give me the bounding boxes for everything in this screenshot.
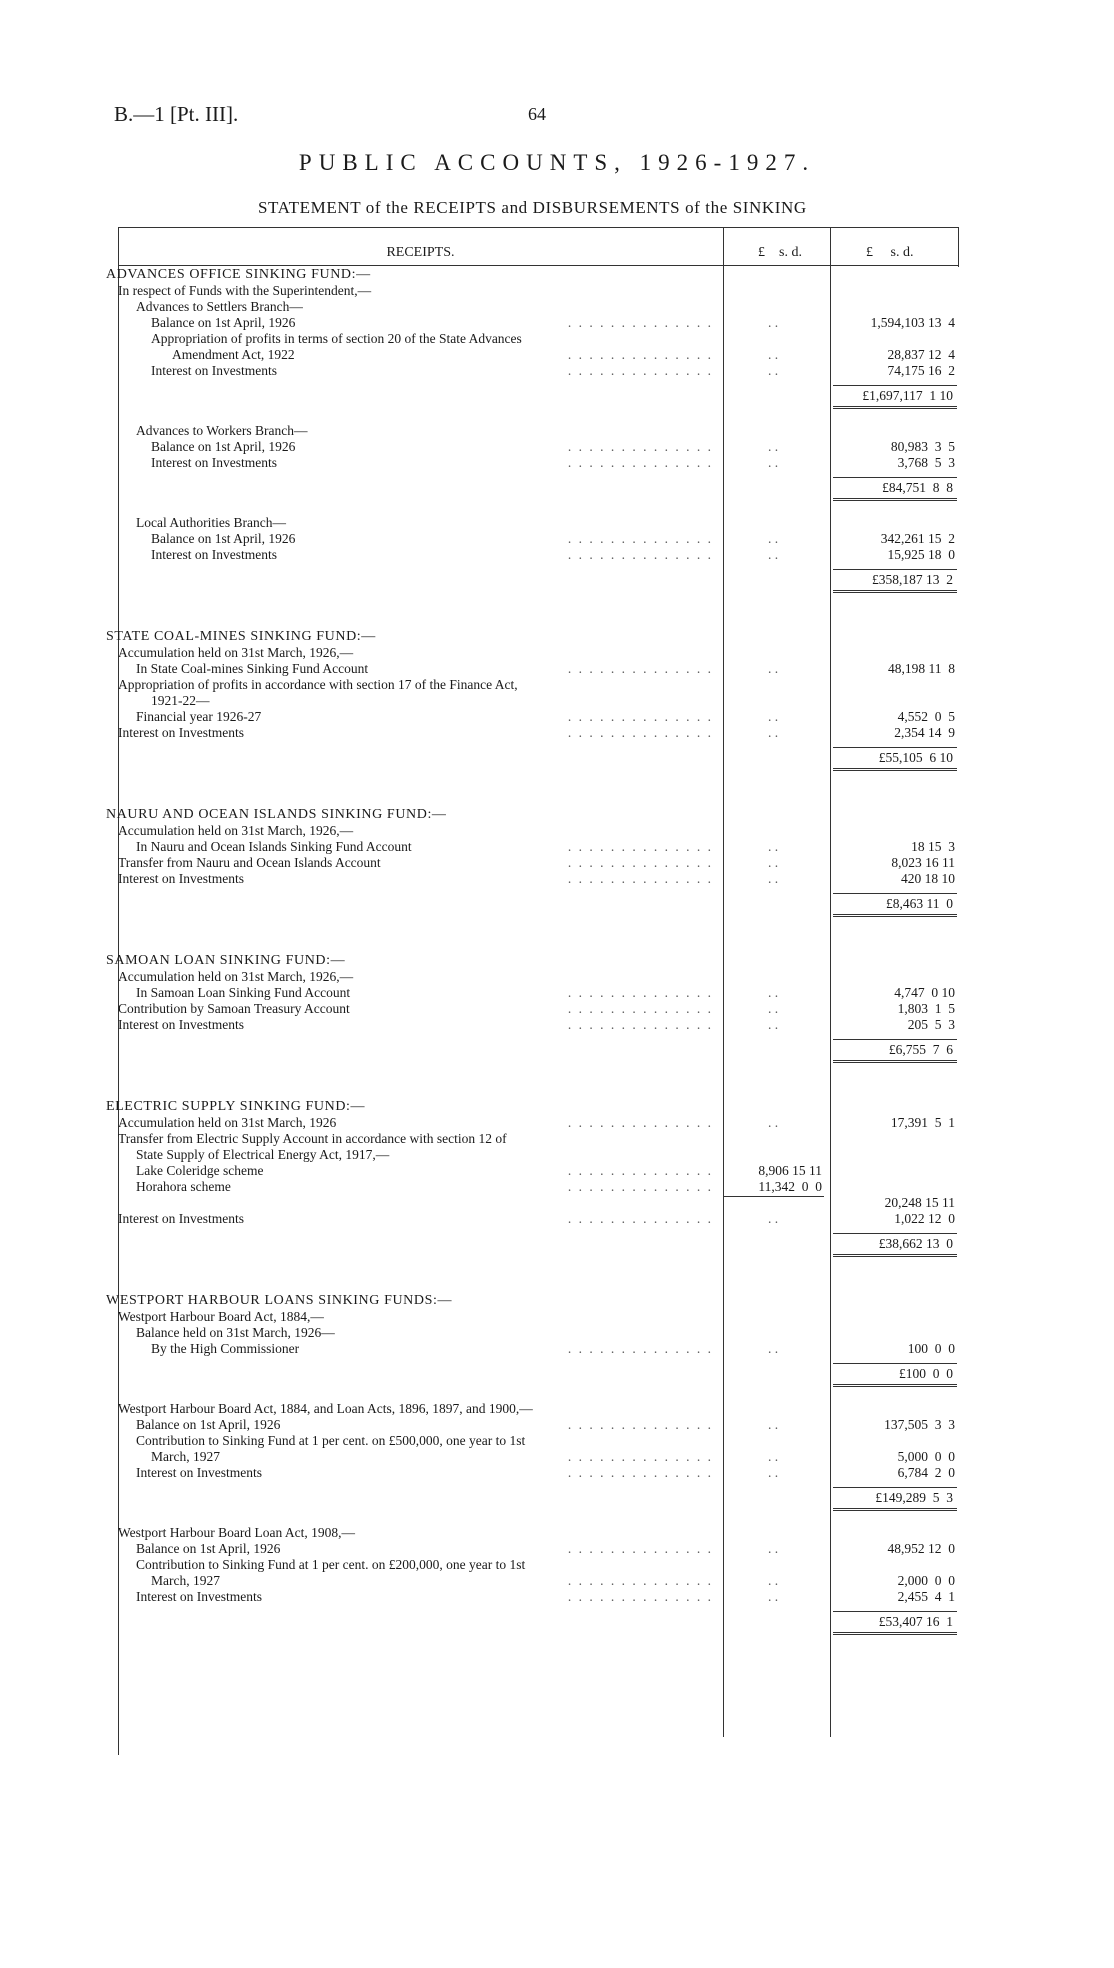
section-total-value: £100 0 0 bbox=[899, 1366, 953, 1381]
leader-dots: . . . . . . . . . . . . . . bbox=[567, 1541, 713, 1556]
receipt-row bbox=[118, 315, 958, 331]
leader-dots: . . . . . . . . . . . . . . bbox=[567, 839, 713, 854]
receipt-row bbox=[118, 1325, 958, 1341]
section-total bbox=[833, 1611, 957, 1635]
leader-dots: . . . . . . . . . . . . . . bbox=[567, 439, 713, 454]
receipt-label: Interest on Investments bbox=[118, 725, 244, 740]
statement-subtitle: STATEMENT of the RECEIPTS and DISBURSEMENTS of the SINKING bbox=[258, 198, 807, 217]
empty-column-dots: . . bbox=[767, 1211, 779, 1226]
amount: 4,552 0 5 bbox=[897, 709, 955, 724]
fund-heading-row bbox=[106, 1099, 958, 1115]
section-total bbox=[833, 1039, 957, 1063]
receipt-label: Advances to Settlers Branch— bbox=[136, 299, 303, 314]
receipt-row bbox=[118, 969, 958, 985]
fund-heading-row bbox=[106, 267, 958, 283]
receipt-label: Local Authorities Branch— bbox=[136, 515, 286, 530]
receipt-label: Transfer from Nauru and Ocean Islands Account bbox=[118, 855, 381, 870]
amount: 80,983 3 5 bbox=[890, 439, 955, 454]
receipt-label: Contribution to Sinking Fund at 1 per cent. on £500,000, one year to 1st bbox=[136, 1433, 526, 1448]
amount: 205 5 3 bbox=[907, 1017, 955, 1032]
amount: 3,768 5 3 bbox=[897, 455, 955, 470]
empty-column-dots: . . bbox=[767, 455, 779, 470]
fund-heading: NAURU AND OCEAN ISLANDS SINKING FUND:— bbox=[106, 807, 447, 822]
empty-column-dots: . . bbox=[767, 1589, 779, 1604]
receipt-row bbox=[118, 1433, 958, 1449]
empty-column-dots: . . bbox=[767, 1115, 779, 1130]
receipt-row bbox=[118, 1017, 958, 1033]
receipt-label: Appropriation of profits in accordance with section 17 of the Finance Act, bbox=[118, 677, 518, 692]
amount: 420 18 10 bbox=[901, 871, 955, 886]
section-total-value: £358,187 13 2 bbox=[872, 572, 953, 587]
receipt-row bbox=[118, 1131, 958, 1147]
amount: 6,784 2 0 bbox=[897, 1465, 955, 1480]
fund-heading-row bbox=[106, 1293, 958, 1309]
totals-pounds-shillings-pence-header: £ s. d. bbox=[866, 245, 914, 260]
fund-heading: WESTPORT HARBOUR LOANS SINKING FUNDS:— bbox=[106, 1293, 453, 1308]
empty-column-dots: . . bbox=[767, 855, 779, 870]
receipt-label: Financial year 1926-27 bbox=[136, 709, 262, 724]
receipt-label: Interest on Investments bbox=[151, 547, 277, 562]
section-total bbox=[833, 1363, 957, 1387]
receipt-row bbox=[118, 1195, 958, 1211]
receipt-label: Contribution by Samoan Treasury Account bbox=[118, 1001, 350, 1016]
empty-column-dots: . . bbox=[767, 347, 779, 362]
receipt-row bbox=[118, 299, 958, 315]
receipt-row bbox=[118, 1589, 958, 1605]
receipt-label: Interest on Investments bbox=[118, 1211, 244, 1226]
leader-dots: . . . . . . . . . . . . . . bbox=[567, 547, 713, 562]
amount: 342,261 15 2 bbox=[880, 531, 955, 546]
fund-heading: SAMOAN LOAN SINKING FUND:— bbox=[106, 953, 346, 968]
amount: 74,175 16 2 bbox=[887, 363, 955, 378]
amount: 15,925 18 0 bbox=[887, 547, 955, 562]
leader-dots: . . . . . . . . . . . . . . bbox=[567, 1465, 713, 1480]
fund-heading-row bbox=[106, 807, 958, 823]
receipt-row bbox=[118, 839, 958, 855]
leader-dots: . . . . . . . . . . . . . . bbox=[567, 661, 713, 676]
section-total-value: £6,755 7 6 bbox=[888, 1042, 953, 1057]
section-total-value: £8,463 11 0 bbox=[886, 896, 953, 911]
section-total bbox=[833, 1233, 957, 1257]
leader-dots: . . . . . . . . . . . . . . bbox=[567, 1001, 713, 1016]
empty-column-dots: . . bbox=[767, 871, 779, 886]
leader-dots: . . . . . . . . . . . . . . bbox=[567, 1589, 713, 1604]
section-total bbox=[833, 385, 957, 409]
receipt-label: Balance on 1st April, 1926 bbox=[151, 531, 296, 546]
receipt-label: Interest on Investments bbox=[151, 455, 277, 470]
leader-dots: . . . . . . . . . . . . . . bbox=[567, 1115, 713, 1130]
receipt-row bbox=[118, 693, 958, 709]
receipt-row bbox=[118, 1341, 958, 1357]
empty-column-dots: . . bbox=[767, 363, 779, 378]
empty-column-dots: . . bbox=[767, 1417, 779, 1432]
receipt-row bbox=[118, 1401, 958, 1417]
receipt-row bbox=[118, 725, 958, 741]
receipt-row bbox=[118, 1115, 958, 1131]
section-total-value: £1,697,117 1 10 bbox=[862, 388, 953, 403]
receipt-label: Lake Coleridge scheme bbox=[136, 1163, 264, 1178]
page-reference: B.—1 [Pt. III]. bbox=[114, 102, 239, 126]
receipt-label: Accumulation held on 31st March, 1926,— bbox=[118, 823, 354, 838]
document-title: PUBLIC ACCOUNTS, 1926-1927. bbox=[298, 150, 816, 175]
receipt-row bbox=[118, 439, 958, 455]
receipt-row bbox=[118, 985, 958, 1001]
receipt-row bbox=[118, 347, 958, 363]
leader-dots: . . . . . . . . . . . . . . bbox=[567, 1341, 713, 1356]
section-total bbox=[833, 747, 957, 771]
leader-dots: . . . . . . . . . . . . . . bbox=[567, 709, 713, 724]
empty-column-dots: . . bbox=[767, 1017, 779, 1032]
amount: 20,248 15 11 bbox=[884, 1195, 955, 1210]
leader-dots: . . . . . . . . . . . . . . bbox=[567, 1573, 713, 1588]
fund-heading-row bbox=[106, 629, 958, 645]
amount: 8,023 16 11 bbox=[891, 855, 955, 870]
empty-column-dots: . . bbox=[767, 709, 779, 724]
sub-amount: 8,906 15 11 bbox=[758, 1163, 822, 1178]
receipt-row bbox=[118, 283, 958, 299]
empty-column-dots: . . bbox=[767, 1541, 779, 1556]
receipt-row bbox=[118, 515, 958, 531]
amount: 2,455 4 1 bbox=[897, 1589, 955, 1604]
amount: 2,000 0 0 bbox=[897, 1573, 955, 1588]
receipt-label: In Samoan Loan Sinking Fund Account bbox=[136, 985, 351, 1000]
receipt-label: Balance on 1st April, 1926 bbox=[151, 439, 296, 454]
receipts-table bbox=[106, 227, 958, 1968]
empty-column-dots: . . bbox=[767, 1449, 779, 1464]
receipt-label: By the High Commissioner bbox=[151, 1341, 300, 1356]
fund-heading: ADVANCES OFFICE SINKING FUND:— bbox=[106, 267, 371, 282]
receipt-label: Horahora scheme bbox=[136, 1179, 231, 1194]
pounds-shillings-pence-header: £ s. d. bbox=[758, 245, 802, 260]
receipt-label: Accumulation held on 31st March, 1926,— bbox=[118, 969, 354, 984]
receipts-column-header: RECEIPTS. bbox=[386, 245, 455, 260]
empty-column-dots: . . bbox=[767, 1001, 779, 1016]
receipt-row bbox=[118, 423, 958, 439]
leader-dots: . . . . . . . . . . . . . . bbox=[567, 1449, 713, 1464]
receipt-row bbox=[118, 1179, 958, 1195]
receipt-row bbox=[118, 823, 958, 839]
receipt-label: Balance on 1st April, 1926 bbox=[136, 1541, 281, 1556]
receipt-label: In State Coal-mines Sinking Fund Account bbox=[136, 661, 369, 676]
receipt-row bbox=[118, 1001, 958, 1017]
empty-column-dots: . . bbox=[767, 315, 779, 330]
leader-dots: . . . . . . . . . . . . . . bbox=[567, 363, 713, 378]
empty-column-dots: . . bbox=[767, 725, 779, 740]
leader-dots: . . . . . . . . . . . . . . bbox=[567, 855, 713, 870]
receipt-label: Balance on 1st April, 1926 bbox=[136, 1417, 281, 1432]
receipt-label: Appropriation of profits in terms of section 20 of the State Advances bbox=[151, 331, 522, 346]
empty-column-dots: . . bbox=[767, 531, 779, 546]
receipt-row bbox=[118, 455, 958, 471]
empty-column-dots: . . bbox=[767, 1573, 779, 1588]
fund-heading: ELECTRIC SUPPLY SINKING FUND:— bbox=[106, 1099, 366, 1114]
section-total-value: £84,751 8 8 bbox=[882, 480, 953, 495]
amount: 4,747 0 10 bbox=[894, 985, 955, 1000]
amount: 5,000 0 0 bbox=[897, 1449, 955, 1464]
receipt-label: In respect of Funds with the Superintendent,— bbox=[118, 283, 372, 298]
receipt-label: Interest on Investments bbox=[118, 1017, 244, 1032]
section-total-value: £38,662 13 0 bbox=[878, 1236, 953, 1251]
empty-column-dots: . . bbox=[767, 1465, 779, 1480]
empty-column-dots: . . bbox=[767, 985, 779, 1000]
receipt-row bbox=[118, 1211, 958, 1227]
section-total bbox=[833, 477, 957, 501]
receipt-row bbox=[118, 709, 958, 725]
receipt-row bbox=[118, 855, 958, 871]
amount: 18 15 3 bbox=[911, 839, 955, 854]
receipt-label: Transfer from Electric Supply Account in accordance with section 12 of bbox=[118, 1131, 507, 1146]
leader-dots: . . . . . . . . . . . . . . bbox=[567, 455, 713, 470]
leader-dots: . . . . . . . . . . . . . . bbox=[567, 1163, 713, 1178]
leader-dots: . . . . . . . . . . . . . . bbox=[567, 1211, 713, 1226]
receipt-row bbox=[118, 1557, 958, 1573]
empty-column-dots: . . bbox=[767, 839, 779, 854]
receipt-label: Balance held on 31st March, 1926— bbox=[136, 1325, 335, 1340]
leader-dots: . . . . . . . . . . . . . . bbox=[567, 1179, 713, 1194]
empty-column-dots: . . bbox=[767, 547, 779, 562]
receipt-label: 1921-22— bbox=[151, 693, 210, 708]
receipt-row bbox=[118, 331, 958, 347]
receipt-label: Balance on 1st April, 1926 bbox=[151, 315, 296, 330]
receipt-label: Interest on Investments bbox=[136, 1589, 262, 1604]
receipt-label: March, 1927 bbox=[151, 1573, 220, 1588]
receipt-label: March, 1927 bbox=[151, 1449, 220, 1464]
receipt-label: Amendment Act, 1922 bbox=[172, 347, 295, 362]
leader-dots: . . . . . . . . . . . . . . bbox=[567, 531, 713, 546]
receipt-row bbox=[118, 645, 958, 661]
amount: 100 0 0 bbox=[907, 1341, 955, 1356]
receipt-row bbox=[118, 1449, 958, 1465]
receipt-label: Contribution to Sinking Fund at 1 per cent. on £200,000, one year to 1st bbox=[136, 1557, 526, 1572]
receipt-row bbox=[118, 531, 958, 547]
amount: 48,952 12 0 bbox=[887, 1541, 955, 1556]
receipt-row bbox=[118, 363, 958, 379]
receipt-label: Interest on Investments bbox=[118, 871, 244, 886]
receipt-row bbox=[118, 677, 958, 693]
receipt-label: In Nauru and Ocean Islands Sinking Fund Account bbox=[136, 839, 412, 854]
section-total-value: £149,289 5 3 bbox=[875, 1490, 953, 1505]
empty-column-dots: . . bbox=[767, 439, 779, 454]
amount: 2,354 14 9 bbox=[894, 725, 955, 740]
receipt-row bbox=[118, 1309, 958, 1325]
receipt-label: Interest on Investments bbox=[136, 1465, 262, 1480]
receipt-row bbox=[118, 1465, 958, 1481]
amount: 1,022 12 0 bbox=[894, 1211, 955, 1226]
section-total-value: £55,105 6 10 bbox=[878, 750, 953, 765]
leader-dots: . . . . . . . . . . . . . . bbox=[567, 347, 713, 362]
leader-dots: . . . . . . . . . . . . . . bbox=[567, 985, 713, 1000]
receipt-row bbox=[118, 547, 958, 563]
leader-dots: . . . . . . . . . . . . . . bbox=[567, 725, 713, 740]
amount: 1,803 1 5 bbox=[897, 1001, 955, 1016]
receipt-row bbox=[118, 871, 958, 887]
section-total bbox=[833, 1487, 957, 1511]
amount: 1,594,103 13 4 bbox=[870, 315, 955, 330]
receipt-label: State Supply of Electrical Energy Act, 1917,— bbox=[136, 1147, 390, 1162]
leader-dots: . . . . . . . . . . . . . . bbox=[567, 871, 713, 886]
receipt-label: Accumulation held on 31st March, 1926,— bbox=[118, 645, 354, 660]
sub-amount: 11,342 0 0 bbox=[758, 1179, 822, 1194]
empty-column-dots: . . bbox=[767, 661, 779, 676]
leader-dots: . . . . . . . . . . . . . . bbox=[567, 1017, 713, 1032]
amount: 28,837 12 4 bbox=[887, 347, 955, 362]
receipt-row bbox=[118, 661, 958, 677]
receipt-label: Interest on Investments bbox=[151, 363, 277, 378]
page-number: 64 bbox=[528, 104, 546, 124]
receipt-row bbox=[118, 1573, 958, 1589]
receipt-row bbox=[118, 1417, 958, 1433]
receipt-row bbox=[118, 1525, 958, 1541]
receipt-row bbox=[118, 1541, 958, 1557]
receipt-label: Advances to Workers Branch— bbox=[136, 423, 308, 438]
section-total bbox=[833, 569, 957, 593]
empty-column-dots: . . bbox=[767, 1341, 779, 1356]
receipt-label: Westport Harbour Board Act, 1884,— bbox=[118, 1309, 324, 1324]
leader-dots: . . . . . . . . . . . . . . bbox=[567, 315, 713, 330]
amount: 17,391 5 1 bbox=[890, 1115, 955, 1130]
fund-heading-row bbox=[106, 953, 958, 969]
fund-heading: STATE COAL-MINES SINKING FUND:— bbox=[106, 629, 376, 644]
section-total bbox=[833, 893, 957, 917]
receipt-row bbox=[118, 1163, 958, 1179]
receipt-label: Westport Harbour Board Act, 1884, and Loan Acts, 1896, 1897, and 1900,— bbox=[118, 1401, 533, 1416]
receipt-row bbox=[118, 1147, 958, 1163]
receipt-label: Accumulation held on 31st March, 1926 bbox=[118, 1115, 337, 1130]
amount: 48,198 11 8 bbox=[888, 661, 955, 676]
receipt-label: Westport Harbour Board Loan Act, 1908,— bbox=[118, 1525, 355, 1540]
leader-dots: . . . . . . . . . . . . . . bbox=[567, 1417, 713, 1432]
amount: 137,505 3 3 bbox=[884, 1417, 955, 1432]
section-total-value: £53,407 16 1 bbox=[878, 1614, 953, 1629]
